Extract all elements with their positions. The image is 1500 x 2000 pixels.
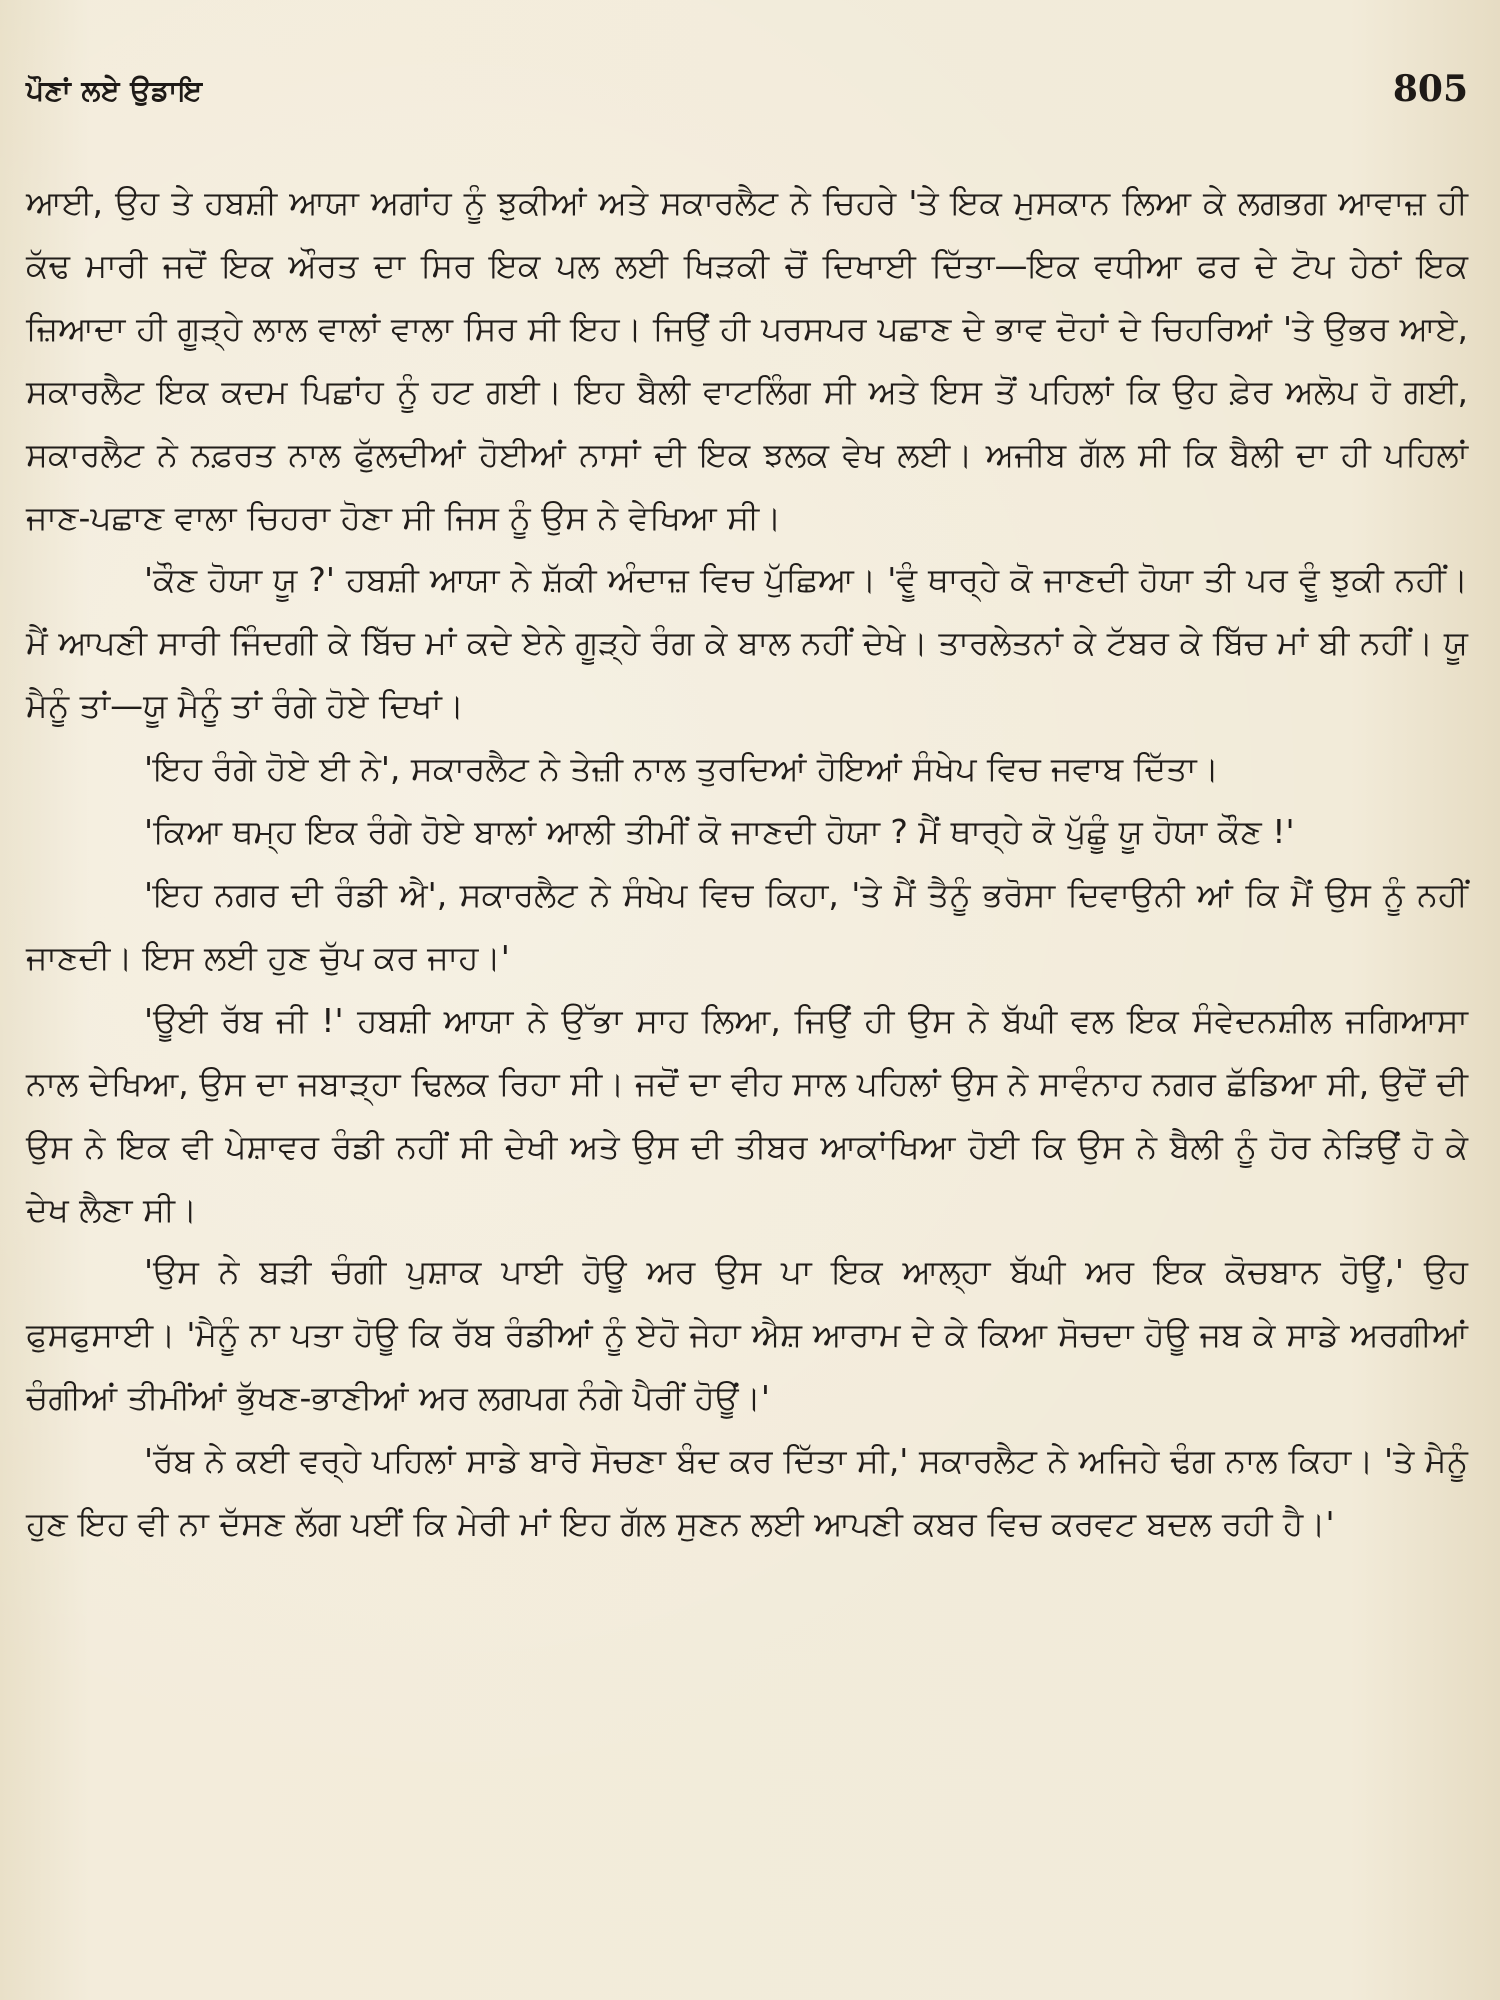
paragraph: 'ਇਹ ਨਗਰ ਦੀ ਰੰਡੀ ਐ', ਸਕਾਰਲੈਟ ਨੇ ਸੰਖੇਪ ਵਿਚ ਕਿਹਾ, 'ਤੇ ਮੈਂ ਤੈਨੂੰ ਭਰੋਸਾ ਦਿਵਾਉਨੀ ਆਂ ਕਿ ਮੈਂ ਉਸ ਨੂੰ ਨਹੀਂ ਜਾਣਦੀ। ਇਸ ਲਈ ਹੁਣ ਚੁੱਪ ਕਰ ਜਾਹ।' bbox=[26, 874, 1468, 977]
paragraph: 'ਉਸ ਨੇ ਬੜੀ ਚੰਗੀ ਪੁਸ਼ਾਕ ਪਾਈ ਹੋਊ ਅਰ ਉਸ ਪਾ ਇਕ ਆਲ੍ਹਾ ਬੱਘੀ ਅਰ ਇਕ ਕੋਚਬਾਨ ਹੋਊਂ,' ਉਹ ਫੁਸਫੁਸਾਈ। 'ਮੈਨੂੰ ਨਾ ਪਤਾ ਹੋਊ ਕਿ ਰੱਬ ਰੰਡੀਆਂ ਨੂੰ ਏਹੋ ਜੇਹਾ ਐਸ਼ ਆਰਾਮ ਦੇ ਕੇ ਕਿਆ ਸੋਚਦਾ ਹੋਊ ਜਬ ਕੇ ਸਾਡੇ ਅਰਗੀਆਂ ਚੰਗੀਆਂ ਤੀਮੀਂਆਂ ਭੁੱਖਣ-ਭਾਣੀਆਂ ਅਰ ਲਗਪਗ ਨੰਗੇ ਪੈਰੀਂ ਹੋਊਂ।' bbox=[26, 1252, 1468, 1418]
paragraph: ਆਈ, ਉਹ ਤੇ ਹਬਸ਼ੀ ਆਯਾ ਅਗਾਂਹ ਨੂੰ ਝੁਕੀਆਂ ਅਤੇ ਸਕਾਰਲੈਟ ਨੇ ਚਿਹਰੇ 'ਤੇ ਇਕ ਮੁਸਕਾਨ ਲਿਆ ਕੇ ਲਗਭਗ ਆਵਾਜ਼ ਹੀ ਕੱਢ ਮਾਰੀ ਜਦੋਂ ਇਕ ਔਰਤ ਦਾ ਸਿਰ ਇਕ ਪਲ ਲਈ ਖਿੜਕੀ ਚੋਂ ਦਿਖਾਈ ਦਿੱਤਾ—ਇਕ ਵਧੀਆ ਫਰ ਦੇ ਟੋਪ ਹੇਠਾਂ ਇਕ ਜ਼ਿਆਦਾ ਹੀ ਗੂੜ੍ਹੇ ਲਾਲ ਵਾਲਾਂ ਵਾਲਾ ਸਿਰ ਸੀ ਇਹ। ਜਿਉਂ ਹੀ ਪਰਸਪਰ ਪਛਾਣ ਦੇ ਭਾਵ ਦੋਹਾਂ ਦੇ ਚਿਹਰਿਆਂ 'ਤੇ ਉਭਰ ਆਏ, ਸਕਾਰਲੈਟ ਇਕ ਕਦਮ ਪਿਛਾਂਹ ਨੂੰ ਹਟ ਗਈ। ਇਹ ਬੈਲੀ ਵਾਟਲਿੰਗ ਸੀ ਅਤੇ ਇਸ ਤੋਂ ਪਹਿਲਾਂ ਕਿ ਉਹ ਫ਼ੇਰ ਅਲੋਪ ਹੋ ਗਈ, ਸਕਾਰਲੈਟ ਨੇ ਨਫ਼ਰਤ ਨਾਲ ਫੁੱਲਦੀਆਂ ਹੋਈਆਂ ਨਾਸਾਂ ਦੀ ਇਕ ਝਲਕ ਵੇਖ ਲਈ। ਅਜੀਬ ਗੱਲ ਸੀ ਕਿ ਬੈਲੀ ਦਾ ਹੀ ਪਹਿਲਾਂ ਜਾਣ-ਪਛਾਣ ਵਾਲਾ ਚਿਹਰਾ ਹੋਣਾ ਸੀ ਜਿਸ ਨੂੰ ਉਸ ਨੇ ਵੇਖਿਆ ਸੀ। bbox=[26, 183, 1468, 537]
running-title: ਪੌਣਾਂ ਲਏ ਉਡਾਇ bbox=[26, 74, 203, 107]
paragraph: 'ਕਿਆ ਥਮ੍ਹ ਇਕ ਰੰਗੇ ਹੋਏ ਬਾਲਾਂ ਆਲੀ ਤੀਮੀਂ ਕੋ ਜਾਣਦੀ ਹੋਯਾ ? ਮੈਂ ਥਾਰ੍ਹੇ ਕੋ ਪੁੱਛੂੰ ਯੂ ਹੋਯਾ ਕੌਣ !' bbox=[144, 812, 1295, 852]
paragraph: 'ਊਈ ਰੱਬ ਜੀ !' ਹਬਸ਼ੀ ਆਯਾ ਨੇ ਉੱਭਾ ਸਾਹ ਲਿਆ, ਜਿਉਂ ਹੀ ਉਸ ਨੇ ਬੱਘੀ ਵਲ ਇਕ ਸੰਵੇਦਨਸ਼ੀਲ ਜਗਿਆਸਾ ਨਾਲ ਦੇਖਿਆ, ਉਸ ਦਾ ਜਬਾੜ੍ਹਾ ਢਿਲਕ ਰਿਹਾ ਸੀ। ਜਦੋਂ ਦਾ ਵੀਹ ਸਾਲ ਪਹਿਲਾਂ ਉਸ ਨੇ ਸਾਵੰਨਾਹ ਨਗਰ ਛੱਡਿਆ ਸੀ, ਉਦੋਂ ਦੀ ਉਸ ਨੇ ਇਕ ਵੀ ਪੇਸ਼ਾਵਰ ਰੰਡੀ ਨਹੀਂ ਸੀ ਦੇਖੀ ਅਤੇ ਉਸ ਦੀ ਤੀਬਰ ਆਕਾਂਖਿਆ ਹੋਈ ਕਿ ਉਸ ਨੇ ਬੈਲੀ ਨੂੰ ਹੋਰ ਨੇੜਿਉਂ ਹੋ ਕੇ ਦੇਖ ਲੈਣਾ ਸੀ। bbox=[26, 1000, 1468, 1229]
paragraph: 'ਰੱਬ ਨੇ ਕਈ ਵਰ੍ਹੇ ਪਹਿਲਾਂ ਸਾਡੇ ਬਾਰੇ ਸੋਚਣਾ ਬੰਦ ਕਰ ਦਿੱਤਾ ਸੀ,' ਸਕਾਰਲੈਟ ਨੇ ਅਜਿਹੇ ਢੰਗ ਨਾਲ ਕਿਹਾ। 'ਤੇ ਮੈਨੂੰ ਹੁਣ ਇਹ ਵੀ ਨਾ ਦੱਸਣ ਲੱਗ ਪਈਂ ਕਿ ਮੇਰੀ ਮਾਂ ਇਹ ਗੱਲ ਸੁਣਨ ਲਈ ਆਪਣੀ ਕਬਰ ਵਿਚ ਕਰਵਟ ਬਦਲ ਰਹੀ ਹੈ।' bbox=[26, 1441, 1468, 1544]
page-number: 805 bbox=[1392, 68, 1468, 110]
page-header bbox=[26, 62, 1478, 122]
paragraph: 'ਕੌਣ ਹੋਯਾ ਯੂ ?' ਹਬਸ਼ੀ ਆਯਾ ਨੇ ਸ਼ੱਕੀ ਅੰਦਾਜ਼ ਵਿਚ ਪੁੱਛਿਆ। 'ਵੂੰ ਥਾਰ੍ਹੇ ਕੋ ਜਾਣਦੀ ਹੋਯਾ ਤੀ ਪਰ ਵੂੰ ਝੁਕੀ ਨਹੀਂ। ਮੈਂ ਆਪਣੀ ਸਾਰੀ ਜਿੰਦਗੀ ਕੇ ਬਿੱਚ ਮਾਂ ਕਦੇ ਏਨੇ ਗੂੜ੍ਹੇ ਰੰਗ ਕੇ ਬਾਲ ਨਹੀਂ ਦੇਖੇ। ਤਾਰਲੇਤਨਾਂ ਕੇ ਟੱਬਰ ਕੇ ਬਿੱਚ ਮਾਂ ਬੀ ਨਹੀਂ। ਯੂ ਮੈਨੂੰ ਤਾਂ—ਯੂ ਮੈਨੂੰ ਤਾਂ ਰੰਗੇ ਹੋਏ ਦਿਖਾਂ। bbox=[26, 560, 1468, 726]
paragraph: 'ਇਹ ਰੰਗੇ ਹੋਏ ਈ ਨੇ', ਸਕਾਰਲੈਟ ਨੇ ਤੇਜ਼ੀ ਨਾਲ ਤੁਰਦਿਆਂ ਹੋਇਆਂ ਸੰਖੇਪ ਵਿਚ ਜਵਾਬ ਦਿੱਤਾ। bbox=[144, 749, 1219, 789]
body-text bbox=[26, 172, 1468, 1556]
